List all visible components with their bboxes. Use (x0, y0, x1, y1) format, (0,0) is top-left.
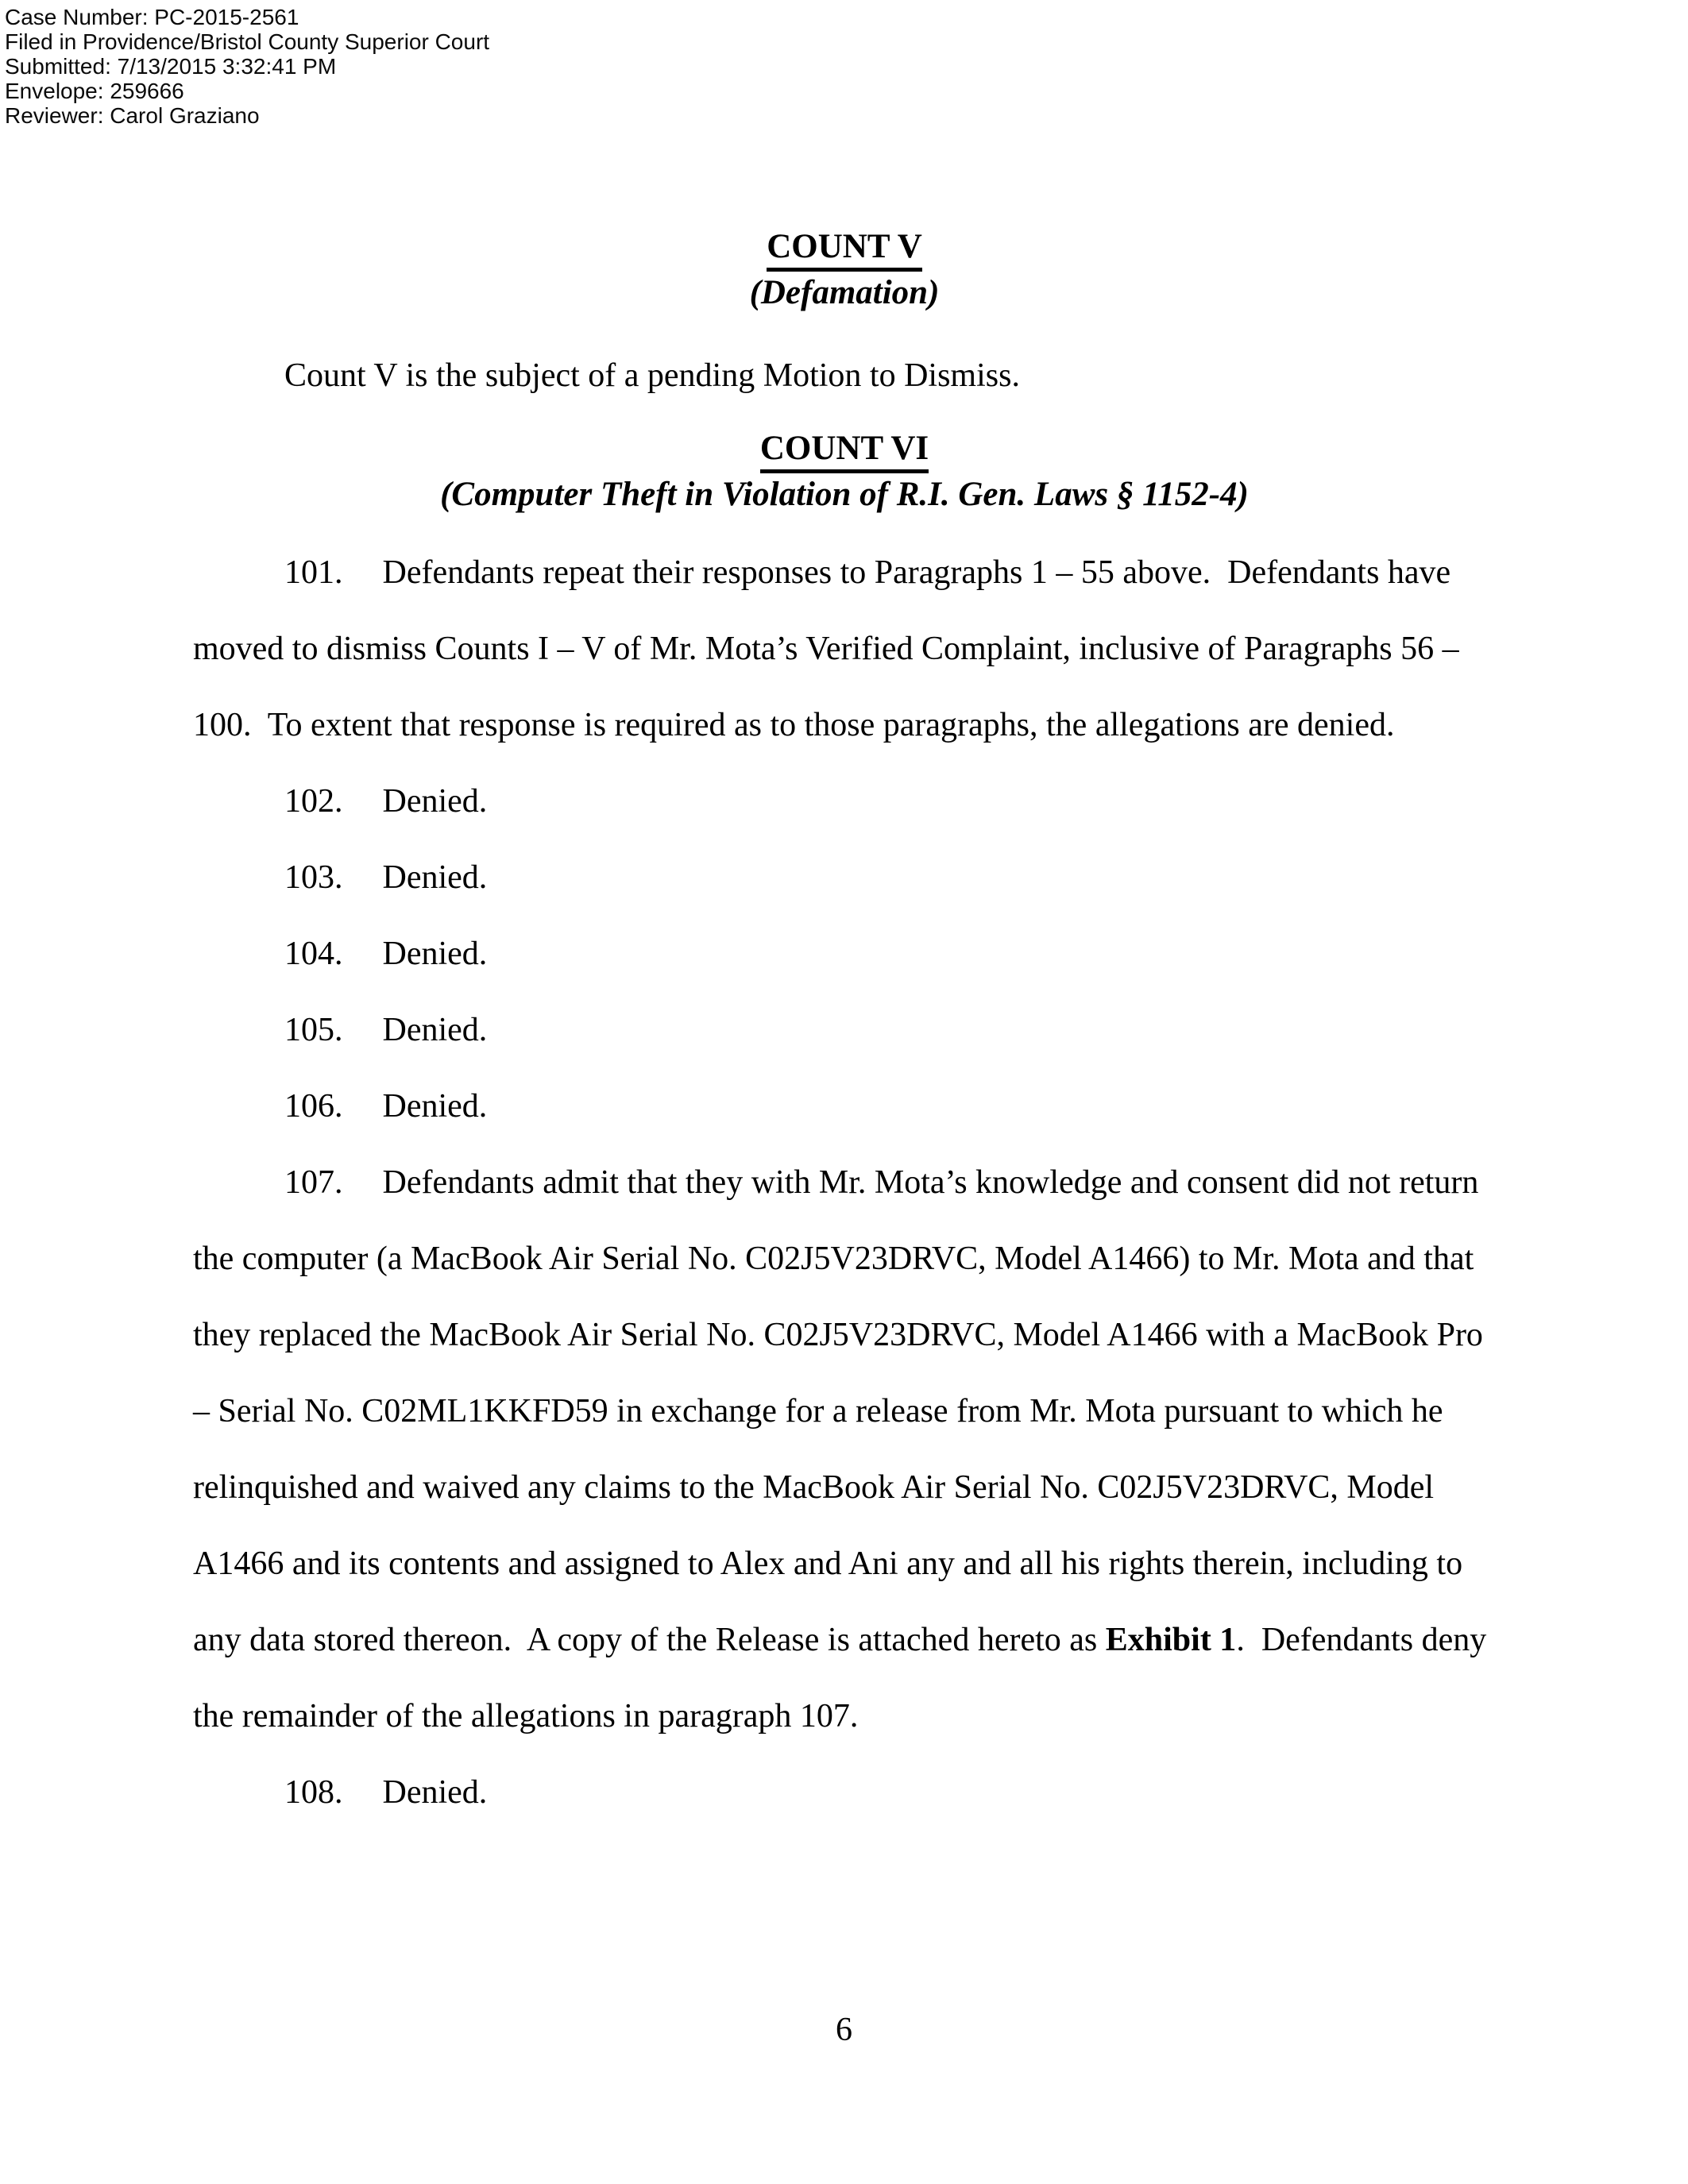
count-vi-heading-text: COUNT VI (760, 430, 929, 473)
paragraph-107-number: 107. (284, 1164, 343, 1201)
paragraph-102-number: 102. (284, 783, 343, 820)
count-v-heading (193, 226, 1496, 268)
paragraph-106-number: 106. (284, 1088, 343, 1125)
document-body (193, 226, 1496, 1831)
count-v-heading-text: COUNT V (767, 228, 922, 272)
paragraph-103-text: Denied. (382, 859, 488, 896)
paragraph-102 (193, 763, 1496, 839)
paragraph-108-number: 108. (284, 1774, 343, 1811)
paragraph-105-text: Denied. (382, 1012, 488, 1048)
stamp-case-number: Case Number: PC-2015-2561 (5, 5, 299, 29)
paragraph-104 (193, 916, 1496, 992)
stamp-reviewer: Reviewer: Carol Graziano (5, 103, 260, 128)
count-vi-subtitle: (Computer Theft in Violation of R.I. Gen. Laws § 1152-4) (440, 476, 1249, 513)
paragraph-104-number: 104. (284, 936, 343, 972)
paragraph-101-text: Defendants repeat their responses to Paragraphs 1 – 55 above. Defendants have moved to dismiss Counts I – V of Mr. Mota’s Verified Complaint, inclusive of Paragraphs 56 – 100. To extent that response is required as to those paragraphs, the allegations are denied. (193, 554, 1468, 743)
paragraph-103-number: 103. (284, 859, 343, 896)
efiling-stamp (5, 5, 489, 128)
paragraph-107-text-before-exhibit: Defendants admit that they with Mr. Mota’s knowledge and consent did not return the computer (a MacBook Air Serial No. C02J5V23DRVC, Model A1466) to Mr. Mota and that they replaced the MacBook Air Serial No. C02J5V23DRVC, Model A1466 with a MacBook Pro – Serial No. C02ML1KKFD59 in exchange for a release from Mr. Mota pursuant to which he relinquished and waived any claims to the MacBook Air Serial No. C02J5V23DRVC, Model A1466 and its contents and assigned to Alex and Ani any and all his rights therein, including to any data stored thereon. A copy of the Release is attached hereto as (193, 1164, 1492, 1658)
paragraph-108-text: Denied. (382, 1774, 488, 1811)
paragraph-107 (193, 1144, 1496, 1754)
stamp-submitted: Submitted: 7/13/2015 3:32:41 PM (5, 54, 337, 79)
count-v-subtitle: (Defamation) (749, 274, 940, 311)
paragraph-102-text: Denied. (382, 783, 488, 820)
count-v-body-paragraph (193, 338, 1496, 414)
count-v-body-text: Count V is the subject of a pending Motion to Dismiss. (284, 357, 1020, 394)
paragraph-101 (193, 534, 1496, 763)
count-vi-heading (193, 428, 1496, 469)
paragraph-101-number: 101. (284, 554, 343, 591)
paragraph-103 (193, 839, 1496, 916)
page-number: 6 (836, 2012, 852, 2048)
paragraph-105 (193, 992, 1496, 1068)
paragraph-106 (193, 1068, 1496, 1144)
paragraph-107-text-after-exhibit: . Defendants deny the remainder of the allegations in paragraph 107. (193, 1622, 1495, 1734)
paragraph-106-text: Denied. (382, 1088, 488, 1125)
stamp-envelope: Envelope: 259666 (5, 79, 184, 103)
stamp-filed-court: Filed in Providence/Bristol County Superior Court (5, 29, 490, 54)
paragraph-108 (193, 1754, 1496, 1831)
paragraph-107-exhibit-reference: Exhibit 1 (1105, 1622, 1237, 1658)
paragraph-104-text: Denied. (382, 936, 488, 972)
paragraph-105-number: 105. (284, 1012, 343, 1048)
